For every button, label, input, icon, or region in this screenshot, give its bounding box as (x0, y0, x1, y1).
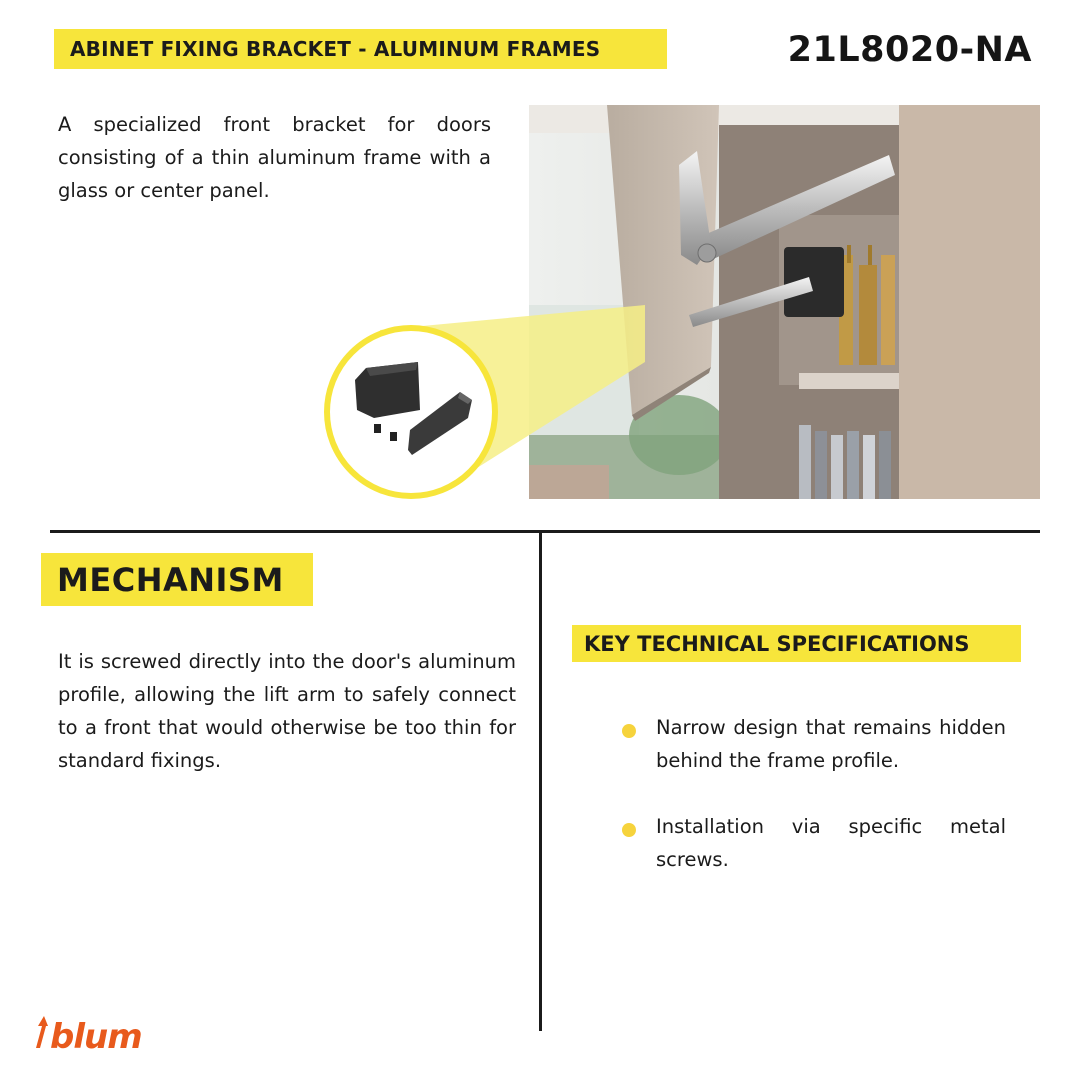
mechanism-heading: MECHANISM (57, 560, 284, 599)
svg-text:blum: blum (50, 1017, 142, 1057)
bullet-icon (622, 724, 636, 738)
product-code: 21L8020-NA (787, 30, 1032, 70)
horizontal-divider (50, 530, 1040, 533)
spec-list-item (620, 711, 1006, 777)
spec-list-item (620, 810, 1006, 876)
vertical-divider (539, 533, 542, 1031)
magnifier-circle (327, 328, 495, 496)
spec-text: Narrow design that remains hidden behind the frame profile. (656, 716, 1006, 772)
mechanism-text: It is screwed directly into the door's aluminum profile, allowing the lift arm to safely connect to a front that would otherwise be too thin for standard fixings. (58, 650, 516, 772)
mechanism-heading-badge (41, 553, 313, 606)
bullet-icon (622, 823, 636, 837)
product-title: ABINET FIXING BRACKET - ALUMINUM FRAMES (70, 37, 601, 61)
blum-logo (34, 1012, 164, 1058)
product-title-badge (54, 29, 667, 69)
intro-description: A specialized front bracket for doors consisting of a thin aluminum frame with a glass or center panel. (58, 113, 491, 202)
specs-heading-badge (572, 625, 1021, 662)
bracket-callout (300, 300, 840, 540)
spec-text: Installation via specific metal screws. (656, 815, 1006, 871)
specs-heading: KEY TECHNICAL SPECIFICATIONS (584, 631, 970, 656)
